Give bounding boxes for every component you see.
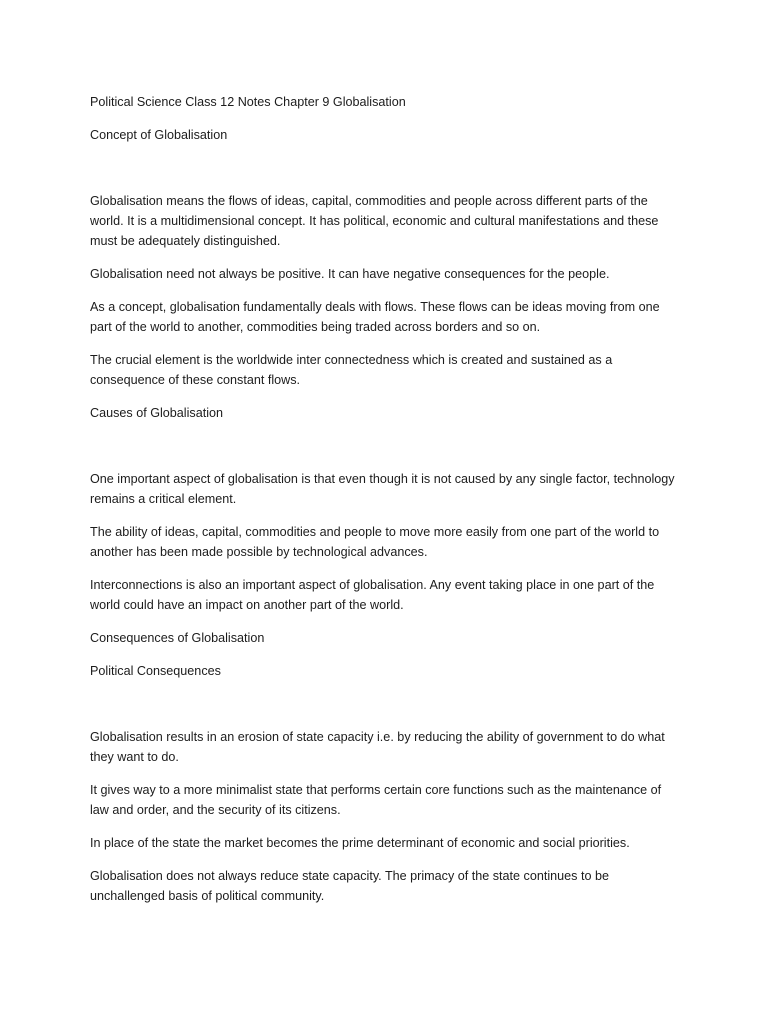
paragraph: As a concept, globalisation fundamentally deals with flows. These flows can be ideas moving from one part of the world to another, commodities being traded across borders and so on. [90, 300, 660, 334]
paragraph: Globalisation need not always be positive. It can have negative consequences for the people. [90, 267, 610, 281]
document-body [90, 92, 682, 919]
document-title: Political Science Class 12 Notes Chapter 9 Globalisation [90, 95, 406, 109]
paragraph: Globalisation results in an erosion of state capacity i.e. by reducing the ability of government to do what they want to do. [90, 730, 665, 764]
paragraph: In place of the state the market becomes the prime determinant of economic and social priorities. [90, 836, 630, 850]
paragraph: One important aspect of globalisation is that even though it is not caused by any single factor, technology remains a critical element. [90, 472, 675, 506]
section-heading-consequences: Consequences of Globalisation [90, 631, 265, 645]
section-heading-concept: Concept of Globalisation [90, 128, 228, 142]
subsection-heading-political: Political Consequences [90, 664, 221, 678]
paragraph: It gives way to a more minimalist state that performs certain core functions such as the maintenance of law and order, and the security of its citizens. [90, 783, 662, 817]
paragraph: The crucial element is the worldwide inter connectedness which is created and sustained as a consequence of these constant flows. [90, 353, 613, 387]
paragraph: The ability of ideas, capital, commodities and people to move more easily from one part of the world to another has been made possible by technological advances. [90, 525, 660, 559]
paragraph: Interconnections is also an important aspect of globalisation. Any event taking place in one part of the world could have an impact on another part of the world. [90, 578, 655, 612]
paragraph: Globalisation does not always reduce state capacity. The primacy of the state continues to be unchallenged basis of political community. [90, 869, 609, 903]
paragraph: Globalisation means the flows of ideas, capital, commodities and people across different parts of the world. It is a multidimensional concept. It has political, economic and cultural manifestations and these must be adequately distinguished. [90, 194, 659, 248]
section-heading-causes: Causes of Globalisation [90, 406, 224, 420]
